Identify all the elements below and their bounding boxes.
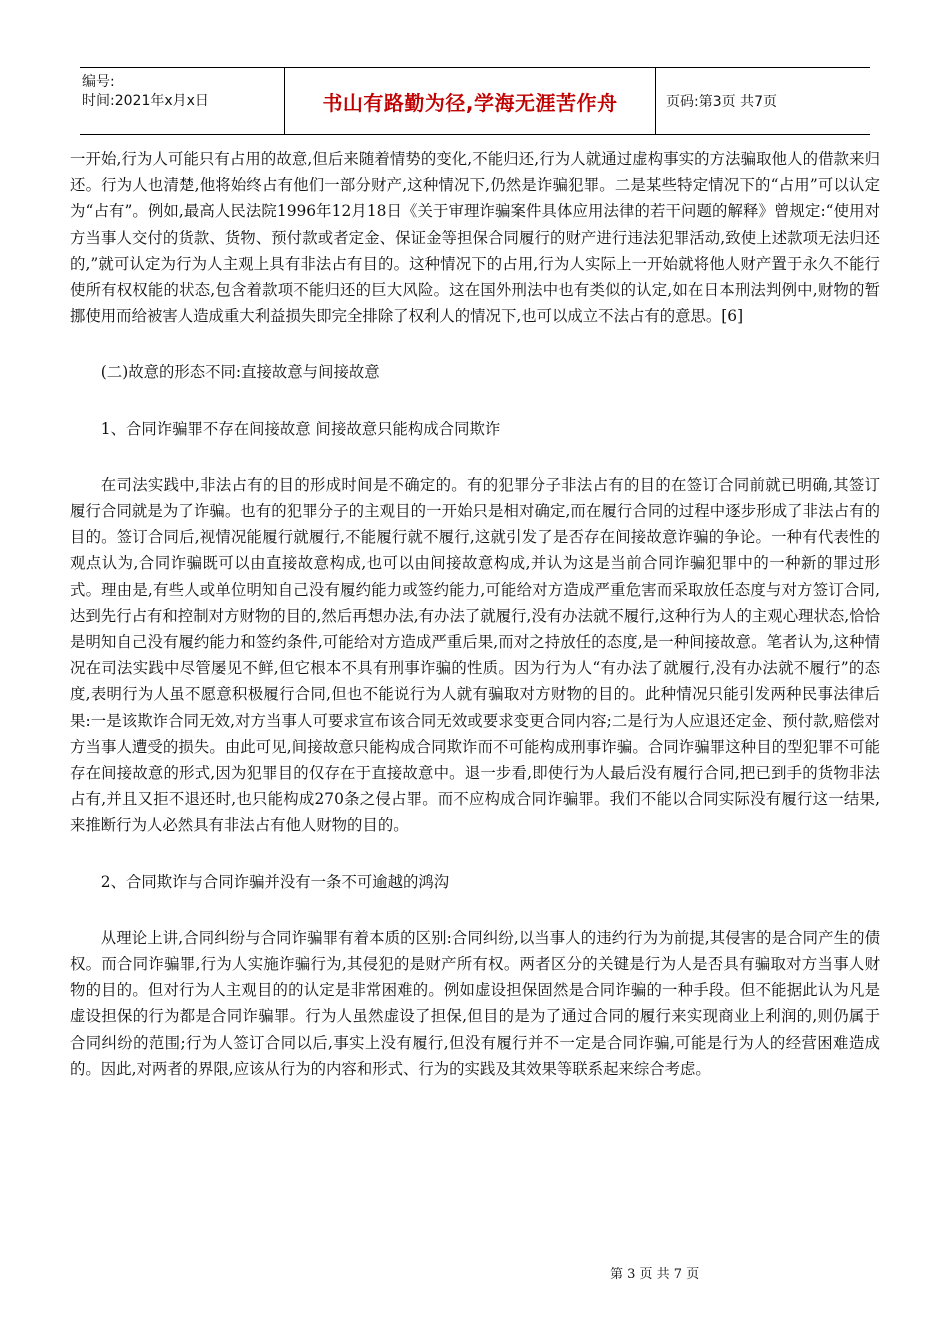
paragraph-distinction: 从理论上讲,合同纠纷与合同诈骗罪有着本质的区别:合同纠纷,以当事人的违约行为为前提,其侵害的是合同产生的债权。而合同诈骗罪,行为人实施诈骗行为,其侵犯的是财产所有权。两者区分的关键是行为人是否具有骗取对方当事人财物的目的。但对行为人主观目的的认定是非常困难的。例如虚设担保固然是合同诈骗的一种手段。但不能据此认为凡是虚设担保的行为都是合同诈骗罪。行为人虽然虚设了担保,但目的是为了通过合同的履行来实现商业上利润的,则仍属于合同纠纷的范围;行为人签订合同以后,事实上没有履行,但没有履行并不一定是合同诈骗,可能是行为人的经营困难造成的。因此,对两者的界限,应该从行为的内容和形式、行为的实践及其效果等联系起来综合考虑。	[70, 928, 880, 1078]
section-heading: (二)故意的形态不同:直接故意与间接故意	[100, 363, 380, 382]
document-number: 编号:	[82, 74, 115, 90]
header-meta	[80, 68, 285, 134]
document-time: 时间:2021年x月x日	[82, 93, 209, 109]
page-header	[80, 67, 870, 135]
document-body	[70, 146, 880, 1082]
header-page-number: 页码:第3页 共7页	[666, 94, 777, 110]
page-footer: 第 3 页 共 7 页	[610, 1267, 700, 1282]
paragraph-indirect-intent: 在司法实践中,非法占有的目的形成时间是不确定的。有的犯罪分子非法占有的目的在签订合同前就已明确,其签订履行合同就是为了诈骗。也有的犯罪分子的主观目的一开始只是相对确定,而在履行合同的过程中逐步形成了非法占有的目的。签订合同后,视情况能履行就履行,不能履行就不履行,这就引发了是否存在间接故意诈骗的争论。一种有代表性的观点认为,合同诈骗既可以由直接故意构成,也可以由间接故意构成,并认为这是当前合同诈骗犯罪中的一种新的罪过形式。理由是,有些人或单位明知自己没有履约能力或签约能力,可能给对方造成严重危害而采取放任态度与对方签订合同,达到先行占有和控制对方财物的目的,然后再想办法,有办法了就履行,没有办法就不履行,这种行为人的主观心理状态,恰恰是明知自己没有履约能力和签约条件,可能给对方造成严重后果,而对之持放任的态度,是一种间接故意。笔者认为,这种情况在司法实践中尽管屡见不鲜,但它根本不具有刑事诈骗的性质。因为行为人“有办法了就履行,没有办法就不履行”的态度,表明行为人虽不愿意积极履行合同,但也不能说行为人就有骗取对方财物的目的。此种情况只能引发两种民事法律后果:一是该欺诈合同无效,对方当事人可要求宣布该合同无效或要求变更合同内容;二是行为人应退还定金、预付款,赔偿对方当事人遭受的损失。由此可见,间接故意只能构成合同欺诈而不可能构成刑事诈骗。合同诈骗罪这种目的型犯罪不可能存在间接故意的形式,因为犯罪目的仅存在于直接故意中。退一步看,即使行为人最后没有履行合同,把已到手的货物非法占有,并且又拒不退还时,也只能构成270条之侵占罪。而不应构成合同诈骗罪。我们不能以合同实际没有履行这一结果,来推断行为人必然具有非法占有他人财物的目的。	[70, 475, 880, 835]
subsection-heading-2: 2、合同欺诈与合同诈骗并没有一条不可逾越的鸿沟	[100, 872, 450, 891]
header-motto: 书山有路勤为径,学海无涯苦作舟	[285, 68, 656, 134]
paragraph-continued: 一开始,行为人可能只有占用的故意,但后来随着情势的变化,不能归还,行为人就通过虚构事实的方法骗取他人的借款来归还。行为人也清楚,他将始终占有他们一部分财产,这种情况下,仍然是诈骗犯罪。二是某些特定情况下的“占用”可以认定为“占有”。例如,最高人民法院1996年12月18日《关于审理诈骗案件具体应用法律的若干问题的解释》曾规定:“使用对方当事人交付的货款、货物、预付款或者定金、保证金等担保合同履行的财产进行违法犯罪活动,致使上述款项无法归还的,”就可认定为行为人主观上具有非法占有目的。这种情况下的占用,行为人实际上一开始就将他人财产置于永久不能行使所有权权能的状态,包含着款项不能归还的巨大风险。这在国外刑法中也有类似的认定,如在日本刑法判例中,财物的暂挪使用而给被害人造成重大利益损失即完全排除了权利人的情况下,也可以成立不法占有的意思。[6]	[70, 150, 880, 326]
subsection-heading-1: 1、合同诈骗罪不存在间接故意 间接故意只能构成合同欺诈	[100, 419, 501, 438]
